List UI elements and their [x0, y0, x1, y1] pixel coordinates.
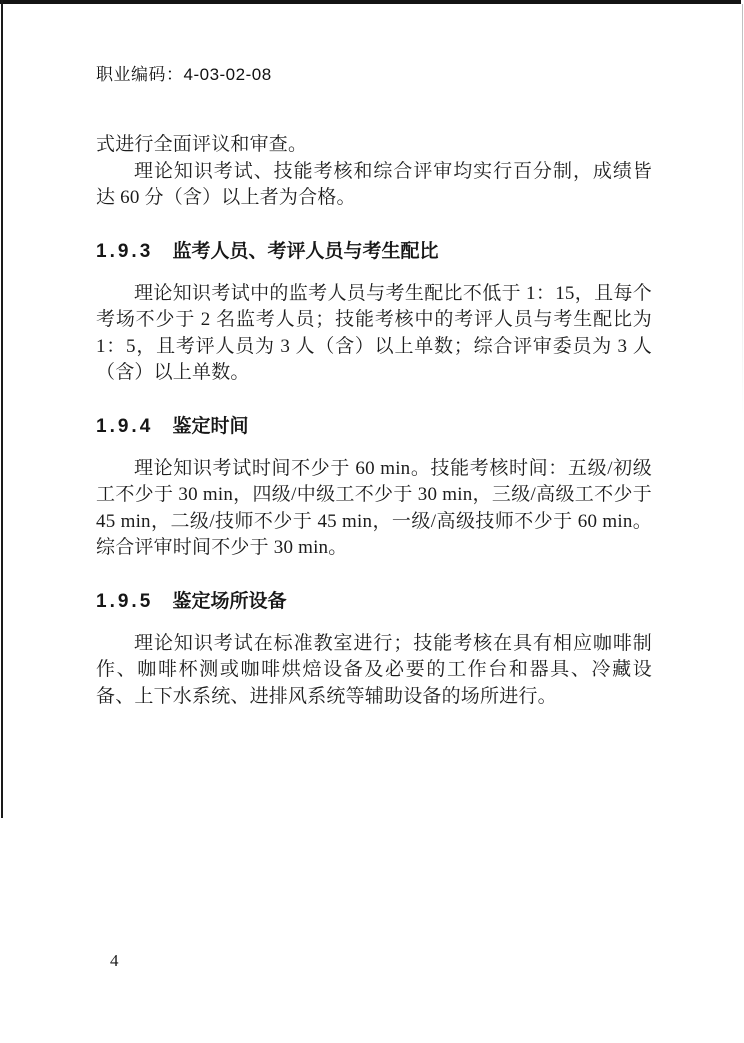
section-heading-1-9-5 — [96, 576, 652, 614]
section-title: 鉴定时间 — [172, 415, 249, 437]
occupation-code-header: 职业编码：4-03-02-08 — [96, 65, 272, 84]
section-body-1-9-3: 理论知识考试中的监考人员与考生配比不低于 1：15，且每个考场不少于 2 名监考人员；技能考核中的考评人员与考生配比为 1：5，且考评人员为 3 人（含）以上单数；综合评审委员为 3 人（含）以上单数。 — [96, 282, 652, 383]
scan-edge-left — [1, 0, 3, 818]
scan-edge-right — [742, 4, 743, 424]
section-number: 1.9.5 — [96, 590, 154, 612]
paragraph-continuation: 式进行全面评议和审查。 — [96, 134, 308, 155]
section-heading-1-9-4 — [96, 401, 652, 439]
paragraph-scoring: 理论知识考试、技能考核和综合评审均实行百分制，成绩皆达 60 分（含）以上者为合格。 — [96, 160, 652, 208]
body-block — [96, 132, 652, 710]
section-title: 监考人员、考评人员与考生配比 — [172, 240, 439, 262]
section-number: 1.9.4 — [96, 415, 154, 437]
page-number: 4 — [110, 951, 119, 970]
page-content — [96, 0, 652, 710]
section-body-1-9-5: 理论知识考试在标准教室进行；技能考核在具有相应咖啡制作、咖啡杯测或咖啡烘焙设备及必要的工作台和器具、冷藏设备、上下水系统、进排风系统等辅助设备的场所进行。 — [96, 632, 652, 707]
section-number: 1.9.3 — [96, 240, 154, 262]
section-body-1-9-4: 理论知识考试时间不少于 60 min。技能考核时间：五级/初级工不少于 30 min，四级/中级工不少于 30 min，三级/高级工不少于 45 min，二级/技师不少于 45 min，一级/高级技师不少于 60 min。综合评审时间不少于 30 min。 — [96, 457, 652, 558]
section-heading-1-9-3 — [96, 226, 652, 264]
section-title: 鉴定场所设备 — [172, 590, 287, 612]
